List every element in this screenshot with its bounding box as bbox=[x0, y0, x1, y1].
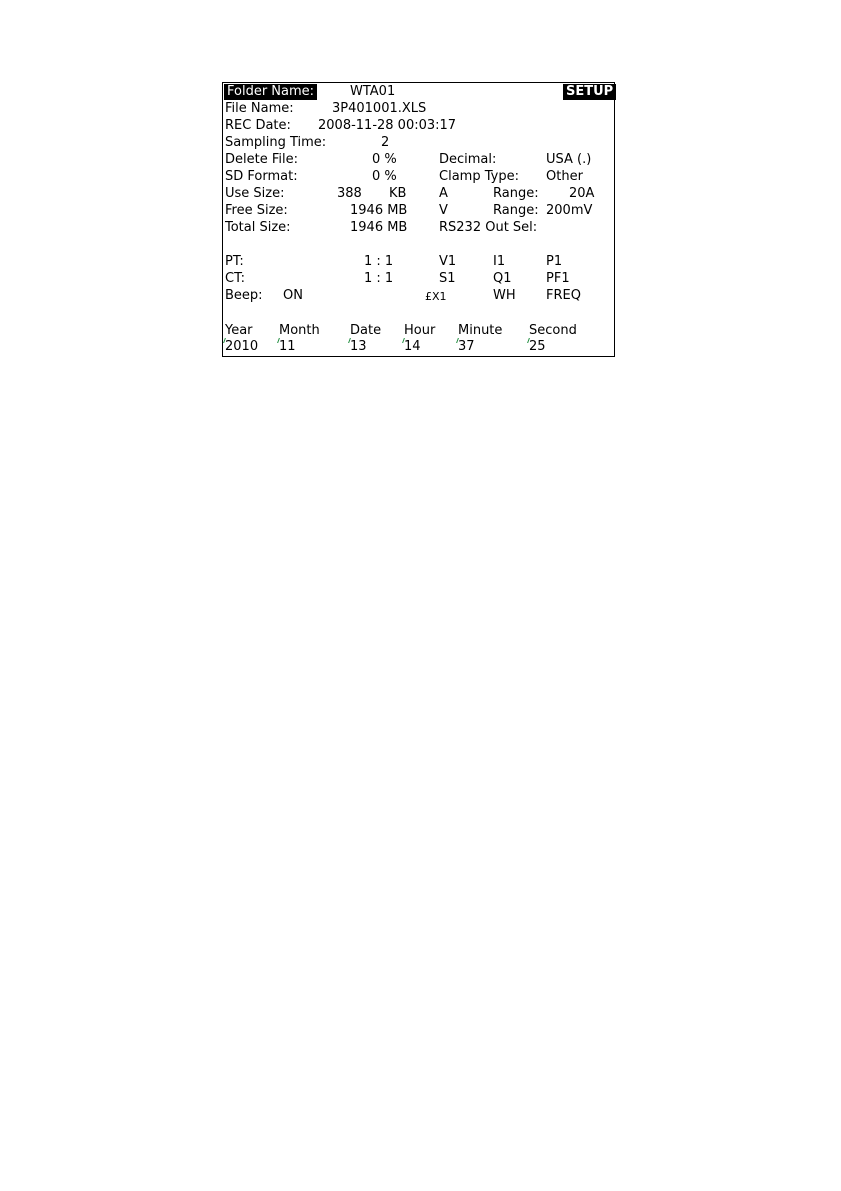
output-s1[interactable]: S1 bbox=[439, 271, 456, 286]
output-q1[interactable]: Q1 bbox=[493, 271, 512, 286]
clamp-type-value[interactable]: Other bbox=[546, 169, 583, 184]
pt-label: PT: bbox=[225, 254, 244, 269]
output-wh[interactable]: WH bbox=[493, 288, 516, 303]
clamp-type-label: Clamp Type: bbox=[439, 169, 519, 184]
clock-value-hour[interactable]: 14 bbox=[404, 339, 421, 354]
output-pf1[interactable]: PF1 bbox=[546, 271, 570, 286]
delete-file-value[interactable]: 0 % bbox=[372, 152, 397, 167]
device-setup-screen bbox=[222, 82, 615, 357]
current-channel-label: A bbox=[439, 186, 448, 201]
output-freq[interactable]: FREQ bbox=[546, 288, 581, 303]
output-special-x1[interactable]: £X1 bbox=[425, 290, 447, 303]
use-size-unit: KB bbox=[389, 186, 407, 201]
rs232-out-sel-label: RS232 Out Sel: bbox=[439, 220, 538, 235]
clock-value-minute[interactable]: 37 bbox=[458, 339, 475, 354]
clock-value-month[interactable]: 11 bbox=[279, 339, 296, 354]
ct-label: CT: bbox=[225, 271, 245, 286]
clock-header-second: Second bbox=[529, 323, 577, 338]
voltage-range-value[interactable]: 200mV bbox=[546, 203, 593, 218]
folder-name-label: Folder Name: bbox=[224, 84, 317, 100]
clock-header-date: Date bbox=[350, 323, 382, 338]
beep-value[interactable]: ON bbox=[283, 288, 303, 303]
sampling-time-value[interactable]: 2 bbox=[381, 135, 390, 150]
file-name-value: 3P401001.XLS bbox=[332, 101, 427, 116]
decimal-value[interactable]: USA (.) bbox=[546, 152, 592, 167]
folder-name-value[interactable]: WTA01 bbox=[350, 84, 396, 99]
decimal-label: Decimal: bbox=[439, 152, 497, 167]
sd-format-label: SD Format: bbox=[225, 169, 298, 184]
voltage-channel-label: V bbox=[439, 203, 448, 218]
clock-value-date[interactable]: 13 bbox=[350, 339, 367, 354]
output-i1[interactable]: I1 bbox=[493, 254, 506, 269]
pt-value[interactable]: 1 : 1 bbox=[364, 254, 394, 269]
clock-value-year[interactable]: 2010 bbox=[225, 339, 259, 354]
total-size-value: 1946 MB bbox=[350, 220, 408, 235]
current-range-value[interactable]: 20A bbox=[569, 186, 595, 201]
clock-header-hour: Hour bbox=[404, 323, 436, 338]
use-size-label: Use Size: bbox=[225, 186, 285, 201]
file-name-label: File Name: bbox=[225, 101, 294, 116]
delete-file-label: Delete File: bbox=[225, 152, 298, 167]
rec-date-label: REC Date: bbox=[225, 118, 291, 133]
ct-value[interactable]: 1 : 1 bbox=[364, 271, 394, 286]
clock-value-second[interactable]: 25 bbox=[529, 339, 546, 354]
sampling-time-label: Sampling Time: bbox=[225, 135, 327, 150]
clock-header-minute: Minute bbox=[458, 323, 503, 338]
current-range-label: Range: bbox=[493, 186, 539, 201]
sd-format-value[interactable]: 0 % bbox=[372, 169, 397, 184]
voltage-range-label: Range: bbox=[493, 203, 539, 218]
clock-header-year: Year bbox=[225, 323, 253, 338]
setup-badge: SETUP bbox=[563, 84, 616, 100]
clock-header-month: Month bbox=[279, 323, 320, 338]
total-size-label: Total Size: bbox=[225, 220, 291, 235]
rec-date-value: 2008-11-28 00:03:17 bbox=[318, 118, 457, 133]
free-size-label: Free Size: bbox=[225, 203, 288, 218]
free-size-value: 1946 MB bbox=[350, 203, 408, 218]
output-v1[interactable]: V1 bbox=[439, 254, 457, 269]
use-size-value: 388 bbox=[337, 186, 362, 201]
beep-label: Beep: bbox=[225, 288, 263, 303]
output-p1[interactable]: P1 bbox=[546, 254, 563, 269]
